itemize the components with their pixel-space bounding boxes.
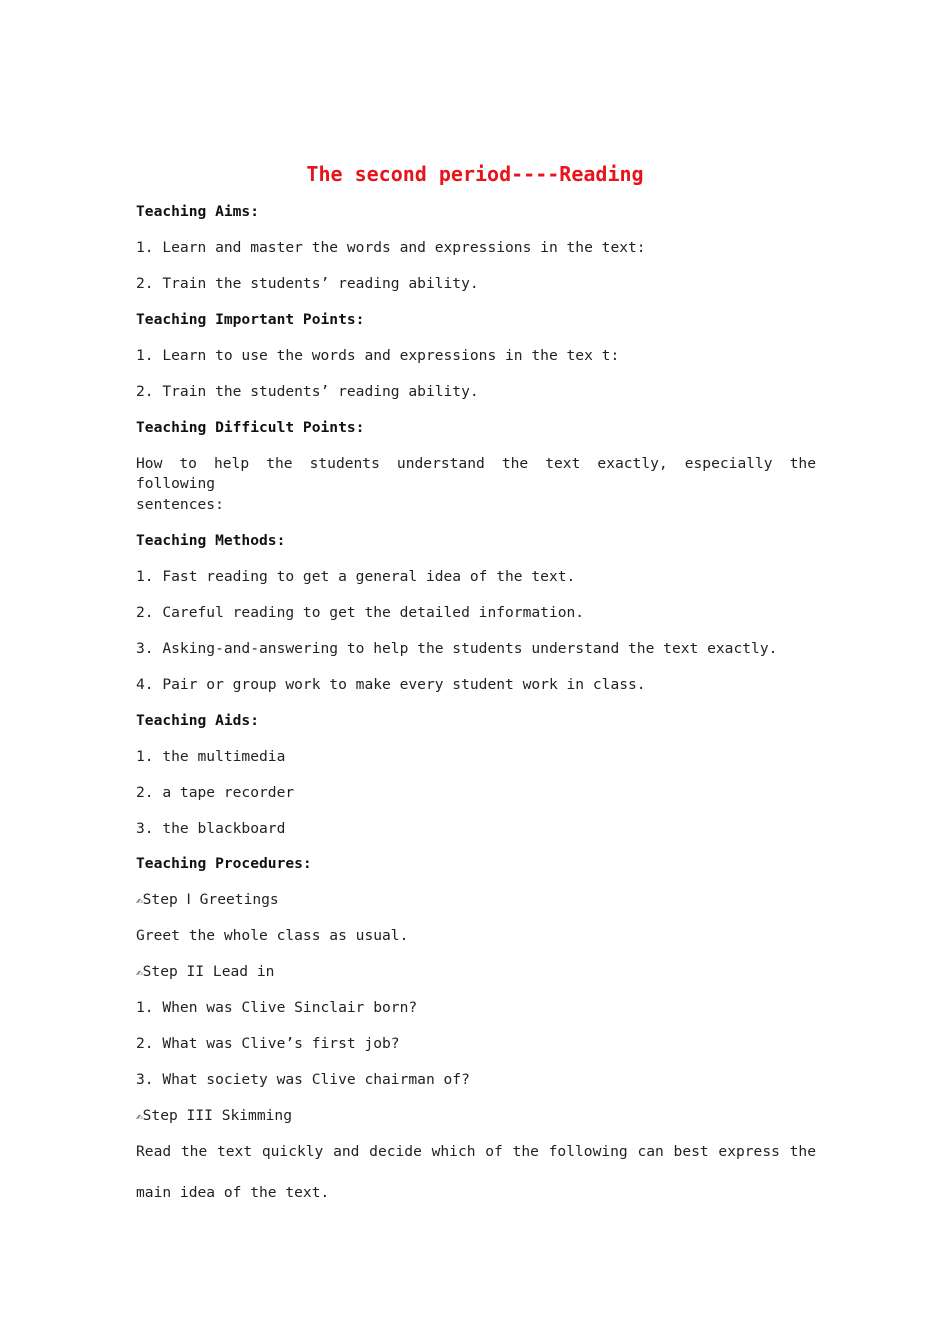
step-2-question: 3. What society was Clive chairman of? (136, 1071, 470, 1088)
step-3-label (136, 1106, 816, 1127)
step-2-label (136, 962, 816, 983)
step-3-body-cont: main idea of the text. (136, 1184, 330, 1201)
page-title: The second period----Reading (306, 162, 644, 186)
difficult-points-text-cont: sentences: (136, 496, 224, 513)
aims-item: 1. Learn and master the words and expressions in the text: (136, 239, 646, 256)
method-item: 2. Careful reading to get the detailed information. (136, 604, 585, 621)
step-3-text: Step III Skimming (142, 1107, 292, 1124)
method-item: 3. Asking-and-answering to help the students understand the text exactly. (136, 640, 778, 657)
aid-item: 1. the multimedia (136, 748, 286, 765)
writing-hand-icon: ✍ (136, 894, 143, 907)
difficult-points-text: How to help the students understand the text exactly, especially the following (136, 455, 816, 492)
aid-item: 2. a tape recorder (136, 784, 295, 801)
methods-heading: Teaching Methods: (136, 532, 286, 549)
procedures-heading: Teaching Procedures: (136, 855, 312, 872)
step-1-body: Greet the whole class as usual. (136, 927, 409, 944)
difficult-points-heading: Teaching Difficult Points: (136, 419, 365, 436)
step-3-body: Read the text quickly and decide which of the following can best express the (136, 1143, 816, 1160)
important-point-item: 2. Train the students’ reading ability. (136, 383, 479, 400)
step-1-label (136, 890, 816, 911)
aims-item: 2. Train the students’ reading ability. (136, 275, 479, 292)
step-1-text: Step Ⅰ Greetings (142, 891, 279, 908)
method-item: 1. Fast reading to get a general idea of the text. (136, 568, 576, 585)
important-points-heading: Teaching Important Points: (136, 311, 365, 328)
aid-item: 3. the blackboard (136, 820, 286, 837)
aids-heading: Teaching Aids: (136, 712, 260, 729)
method-item: 4. Pair or group work to make every student work in class. (136, 676, 646, 693)
writing-hand-icon: ✍ (136, 1110, 143, 1123)
writing-hand-icon: ✍ (136, 966, 143, 979)
step-2-text: Step II Lead in (142, 963, 275, 980)
step-2-question: 1. When was Clive Sinclair born? (136, 999, 418, 1016)
step-2-question: 2. What was Clive’s first job? (136, 1035, 400, 1052)
aims-heading: Teaching Aims: (136, 203, 260, 220)
important-point-item: 1. Learn to use the words and expressions in the tex t: (136, 347, 620, 364)
